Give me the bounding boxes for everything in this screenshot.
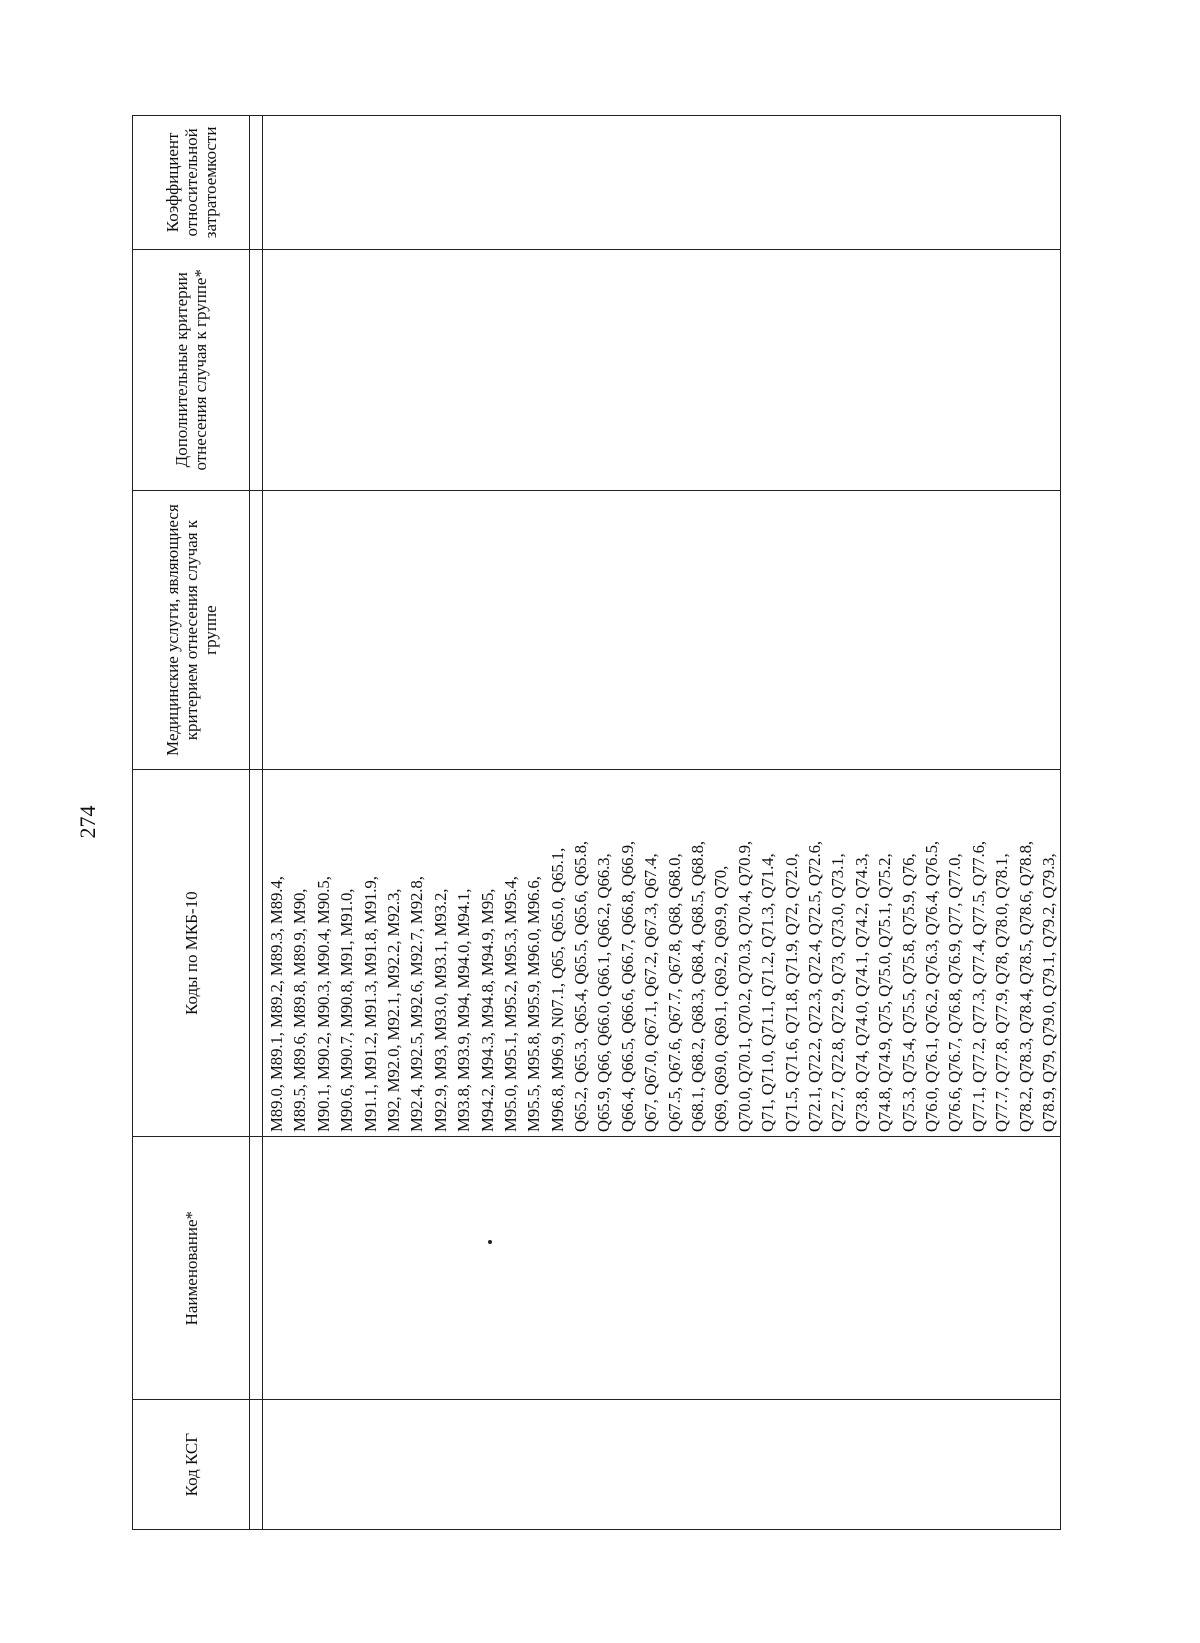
ksg-table — [132, 115, 1061, 1530]
icd-line: Q68.1, Q68.2, Q68.3, Q68.4, Q68.5, Q68.8, — [688, 841, 708, 1133]
icd-line: M89.5, M89.6, M89.8, M89.9, M90, — [290, 888, 310, 1133]
icd-line: M92.4, M92.5, M92.6, M92.7, M92.8, — [407, 876, 427, 1133]
icd-line: Q78.9, Q79, Q79.0, Q79.1, Q79.2, Q79.3, — [1038, 853, 1058, 1133]
page-number: 274 — [75, 805, 100, 839]
icd-line: Q75.3, Q75.4, Q75.5, Q75.8, Q75.9, Q76, — [898, 853, 918, 1133]
icd-line: M93.8, M93.9, M94, M94.0, M94.1, — [454, 888, 474, 1133]
icd-line: Q65.9, Q66, Q66.0, Q66.1, Q66.2, Q66.3, — [594, 853, 614, 1133]
header-coefficient: Коэффициент относительной затратоемкости — [133, 116, 250, 250]
scan-speck — [488, 1240, 492, 1244]
icd-line: Q71, Q71.0, Q71.1, Q71.2, Q71.3, Q71.4, — [758, 853, 778, 1133]
icd-line: Q72.7, Q72.8, Q72.9, Q73, Q73.0, Q73.1, — [828, 853, 848, 1133]
cell-extra-criteria — [263, 249, 1061, 490]
cell-coefficient — [263, 116, 1061, 250]
rotated-table-wrapper — [132, 115, 1072, 1530]
icd-line: M92, M92.0, M92.1, M92.2, M92.3, — [383, 888, 403, 1133]
cell-icd-codes — [263, 770, 1061, 1137]
icd-line: Q72.1, Q72.2, Q72.3, Q72.4, Q72.5, Q72.6, — [804, 841, 824, 1133]
icd-line: Q76.0, Q76.1, Q76.2, Q76.3, Q76.4, Q76.5, — [921, 841, 941, 1133]
icd-line: Q76.6, Q76.7, Q76.8, Q76.9, Q77, Q77.0, — [945, 853, 965, 1133]
header-extra-criteria: Дополнительные критерии отнесения случая к группе* — [133, 249, 250, 490]
icd-line: M95.5, M95.8, M95.9, M96.0, M96.6, — [524, 876, 544, 1133]
header-name: Наименование* — [133, 1137, 250, 1400]
icd-line: Q67.5, Q67.6, Q67.7, Q67.8, Q68, Q68.0, — [664, 853, 684, 1133]
cell-code — [263, 1400, 1061, 1530]
header-code: Код КСГ — [133, 1400, 250, 1530]
icd-line: Q69, Q69.0, Q69.1, Q69.2, Q69.9, Q70, — [711, 865, 731, 1133]
icd-line: M89.0, M89.1, M89.2, M89.3, M89.4, — [267, 876, 286, 1133]
cell-services — [263, 490, 1061, 770]
icd-line: Q67, Q67.0, Q67.1, Q67.2, Q67.3, Q67.4, — [641, 853, 661, 1133]
icd-line: M92.9, M93, M93.0, M93.1, M93.2, — [430, 888, 450, 1133]
icd-line: Q78.2, Q78.3, Q78.4, Q78.5, Q78.6, Q78.8, — [1015, 841, 1035, 1133]
icd-line: M95.0, M95.1, M95.2, M95.3, M95.4, — [500, 876, 520, 1133]
table-header-row — [133, 116, 250, 1530]
table-row — [263, 116, 1061, 1530]
cell-name — [263, 1137, 1061, 1400]
icd-line: Q77.7, Q77.8, Q77.9, Q78, Q78.0, Q78.1, — [992, 853, 1012, 1133]
icd-line: Q73.8, Q74, Q74.0, Q74.1, Q74.2, Q74.3, — [851, 853, 871, 1133]
icd-line: M94.2, M94.3, M94.8, M94.9, M95, — [477, 888, 497, 1133]
icd-line: M91.1, M91.2, M91.3, M91.8, M91.9, — [360, 876, 380, 1133]
icd-line: Q71.5, Q71.6, Q71.8, Q71.9, Q72, Q72.0, — [781, 853, 801, 1133]
icd-line: Q74.8, Q74.9, Q75, Q75.0, Q75.1, Q75.2, — [875, 853, 895, 1133]
icd-line: Q70.0, Q70.1, Q70.2, Q70.3, Q70.4, Q70.9, — [734, 841, 754, 1133]
header-services: Медицинские услуги, являющиеся критерием отнесения случая к группе — [133, 490, 250, 770]
icd-line: Q77.1, Q77.2, Q77.3, Q77.4, Q77.5, Q77.6, — [968, 841, 988, 1133]
icd-line: Q65.2, Q65.3, Q65.4, Q65.5, Q65.6, Q65.8, — [571, 841, 591, 1133]
table-spacer-row — [250, 116, 263, 1530]
icd-line: Q66.4, Q66.5, Q66.6, Q66.7, Q66.8, Q66.9, — [617, 841, 637, 1133]
icd-line: M96.8, M96.9, N07.1, Q65, Q65.0, Q65.1, — [547, 847, 567, 1133]
header-icd: Коды по МКБ-10 — [133, 770, 250, 1137]
icd-line: M90.6, M90.7, M90.8, M91, M91.0, — [337, 888, 357, 1133]
icd-line: M90.1, M90.2, M90.3, M90.4, M90.5, — [313, 876, 333, 1133]
